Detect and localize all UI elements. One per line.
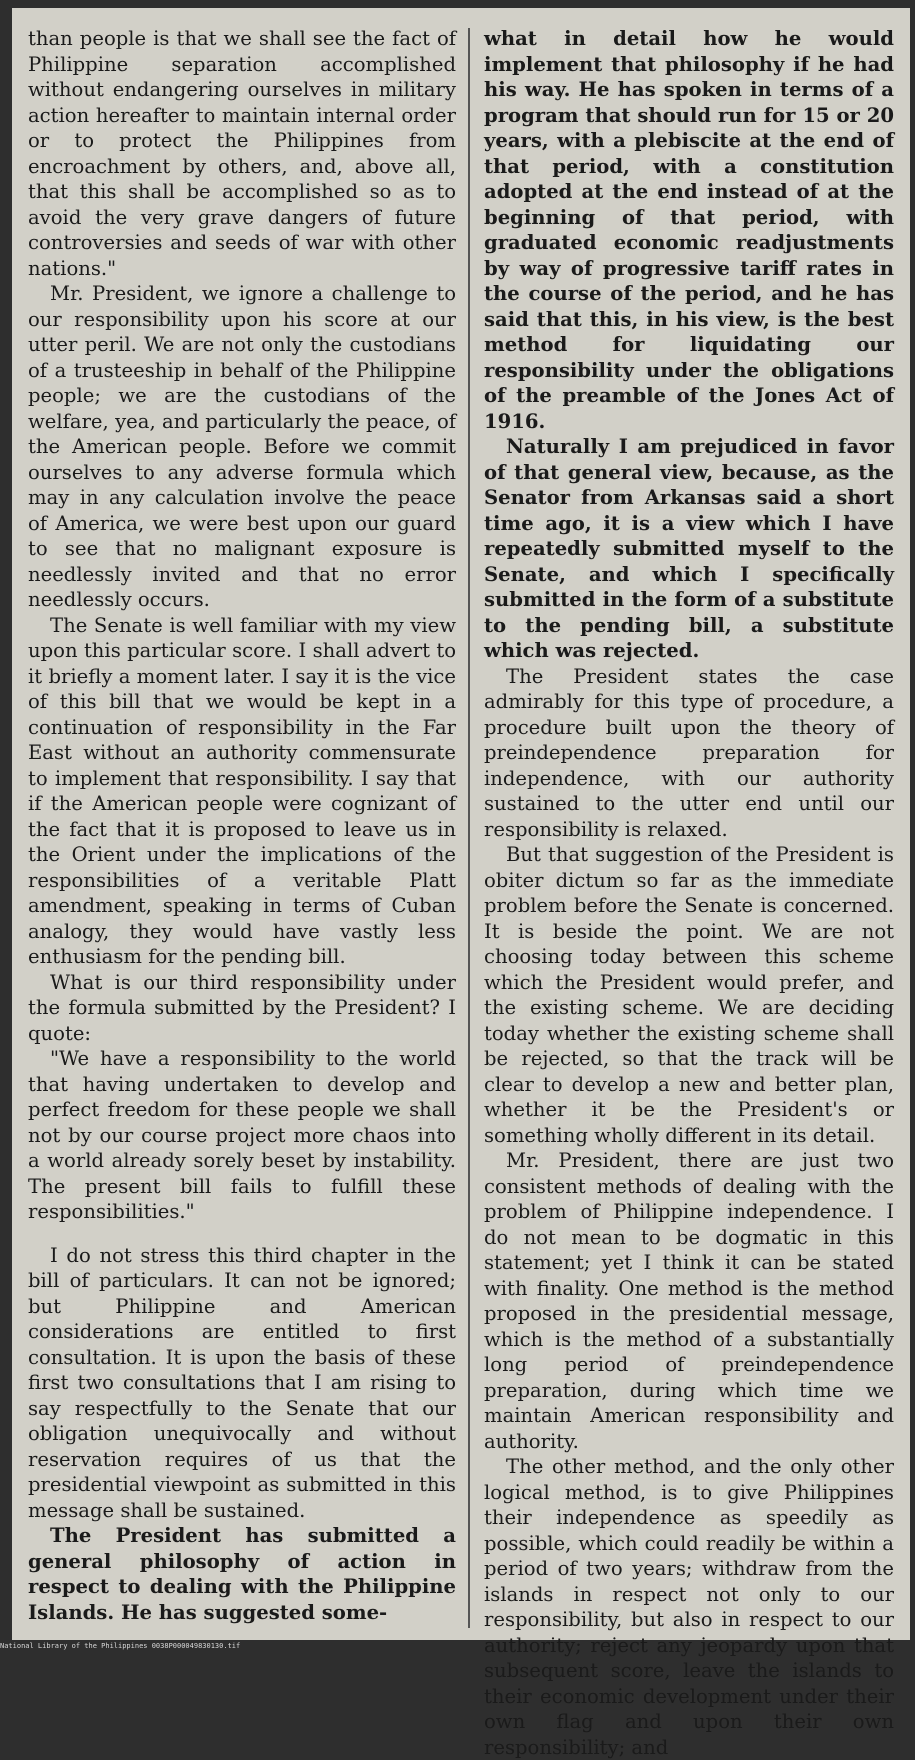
left-paragraph-3: The Senate is well familiar with my view upon this particular score. I shall advert to it briefly a moment later. I say it is the vice of this bill that we would be kept in a continuation of responsibility in the Far East without an authority commensurate to implement that responsibility. I say that if the American people were cognizant of the fact that it is proposed to leave us in the Orient under the implications of the responsibilities of a veritable Platt amendment, speaking in terms of Cuban analogy, they would have vastly less enthusiasm for the pending bill. [28,613,456,968]
left-paragraph-6: I do not stress this third chapter in the bill of particulars. It can not be ignored; but Philippine and American considerations are entitled to first consultation. It is upon the basis of these first two consultations that I am rising to say respectfully to the Senate that our obligation unequivocally and without reservation requires of us that the presidential viewpoint as submitted in this message shall be sustained. [28,1243,456,1522]
right-paragraph-4: But that suggestion of the President is obiter dictum so far as the immediate problem before the Senate is concerned. It is beside the point. We are not choosing today between this scheme which the President would prefer, and the existing scheme. We are deciding today whether the existing scheme shall be rejected, so that the track will be clear to develop a new and better plan, whether it be the President's or something wholly different in its detail. [484,843,894,1147]
right-paragraph-6: The other method, and the only other logical method, is to give Philippines their independence as speedily as possible, which could readily be within a period of two years; withdraw from the islands in respect not only to our responsibility, but also in respect to our authority; reject any jeopardy upon that subsequent score, leave the islands to their economic development under their own flag and upon their own responsibility; and [484,1455,894,1759]
right-paragraph-1: what in detail how he would implement that philosophy if he had his way. He has spoken in terms of a program that should run for 15 or 20 years, with a plebiscite at the end of that period, with a constitution adopted at the end instead of at the beginning of that period, with graduated economic readjustments by way of progressive tariff rates in the course of the period, and he has said that this, in his view, is the best method for liquidating our responsibility under the obligations of the preamble of the Jones Act of 1916. [484,27,894,433]
left-paragraph-2: Mr. President, we ignore a challenge to our responsibility upon his score at our utter peril. We are not only the custodians of a trusteeship in behalf of the Philippine people; we are the custodians of the welfare, yea, and particularly the peace, of the American people. Before we commit ourselves to any adverse formula which may in any calculation involve the peace of America, we were best upon our guard to see that no malignant exposure is needlessly invited and that no error needlessly occurs. [28,282,456,611]
left-paragraph-1: than people is that we shall see the fact of Philippine separation accomplished without endangering ourselves in military action hereafter to maintain internal order or to protect the Philippines from encroachment by others, and, above all, that this shall be accomplished so as to avoid the very grave dangers of future controversies and seeds of war with other nations." [28,27,456,280]
right-column [484,26,894,1760]
left-paragraph-7: The President has submitted a general philosophy of action in respect to dealing with the Philippine Islands. He has suggested some- [28,1524,456,1624]
archive-footer: National Library of the Philippines 0038P000049830130.tif [0,1642,241,1650]
left-paragraph-4: What is our third responsibility under the formula submitted by the President? I quote: [28,970,456,1045]
left-paragraph-5: "We have a responsibility to the world that having undertaken to develop and perfect freedom for these people we shall not by our course project more chaos into a world already sorely beset by instability. The present bill fails to fulfill these responsibilities." [28,1047,456,1223]
left-column [28,26,456,1625]
right-paragraph-3: The President states the case admirably for this type of procedure, a procedure built upon the theory of preindependence preparation for independence, with our authority sustained to the utter end until our responsibility is relaxed. [484,664,894,841]
column-divider [468,28,470,1628]
right-paragraph-5: Mr. President, there are just two consistent methods of dealing with the problem of Philippine independence. I do not mean to be dogmatic in this statement; yet I think it can be stated with finality. One method is the method proposed in the presidential message, which is the method of a substantially long period of preindependence preparation, during which time we maintain American responsibility and authority. [484,1149,894,1453]
right-paragraph-2: Naturally I am prejudiced in favor of that general view, because, as the Senator from Arkansas said a short time ago, it is a view which I have repeatedly submitted myself to the Senate, and which I specifically submitted in the form of a substitute to the pending bill, a substitute which was rejected. [484,435,894,662]
